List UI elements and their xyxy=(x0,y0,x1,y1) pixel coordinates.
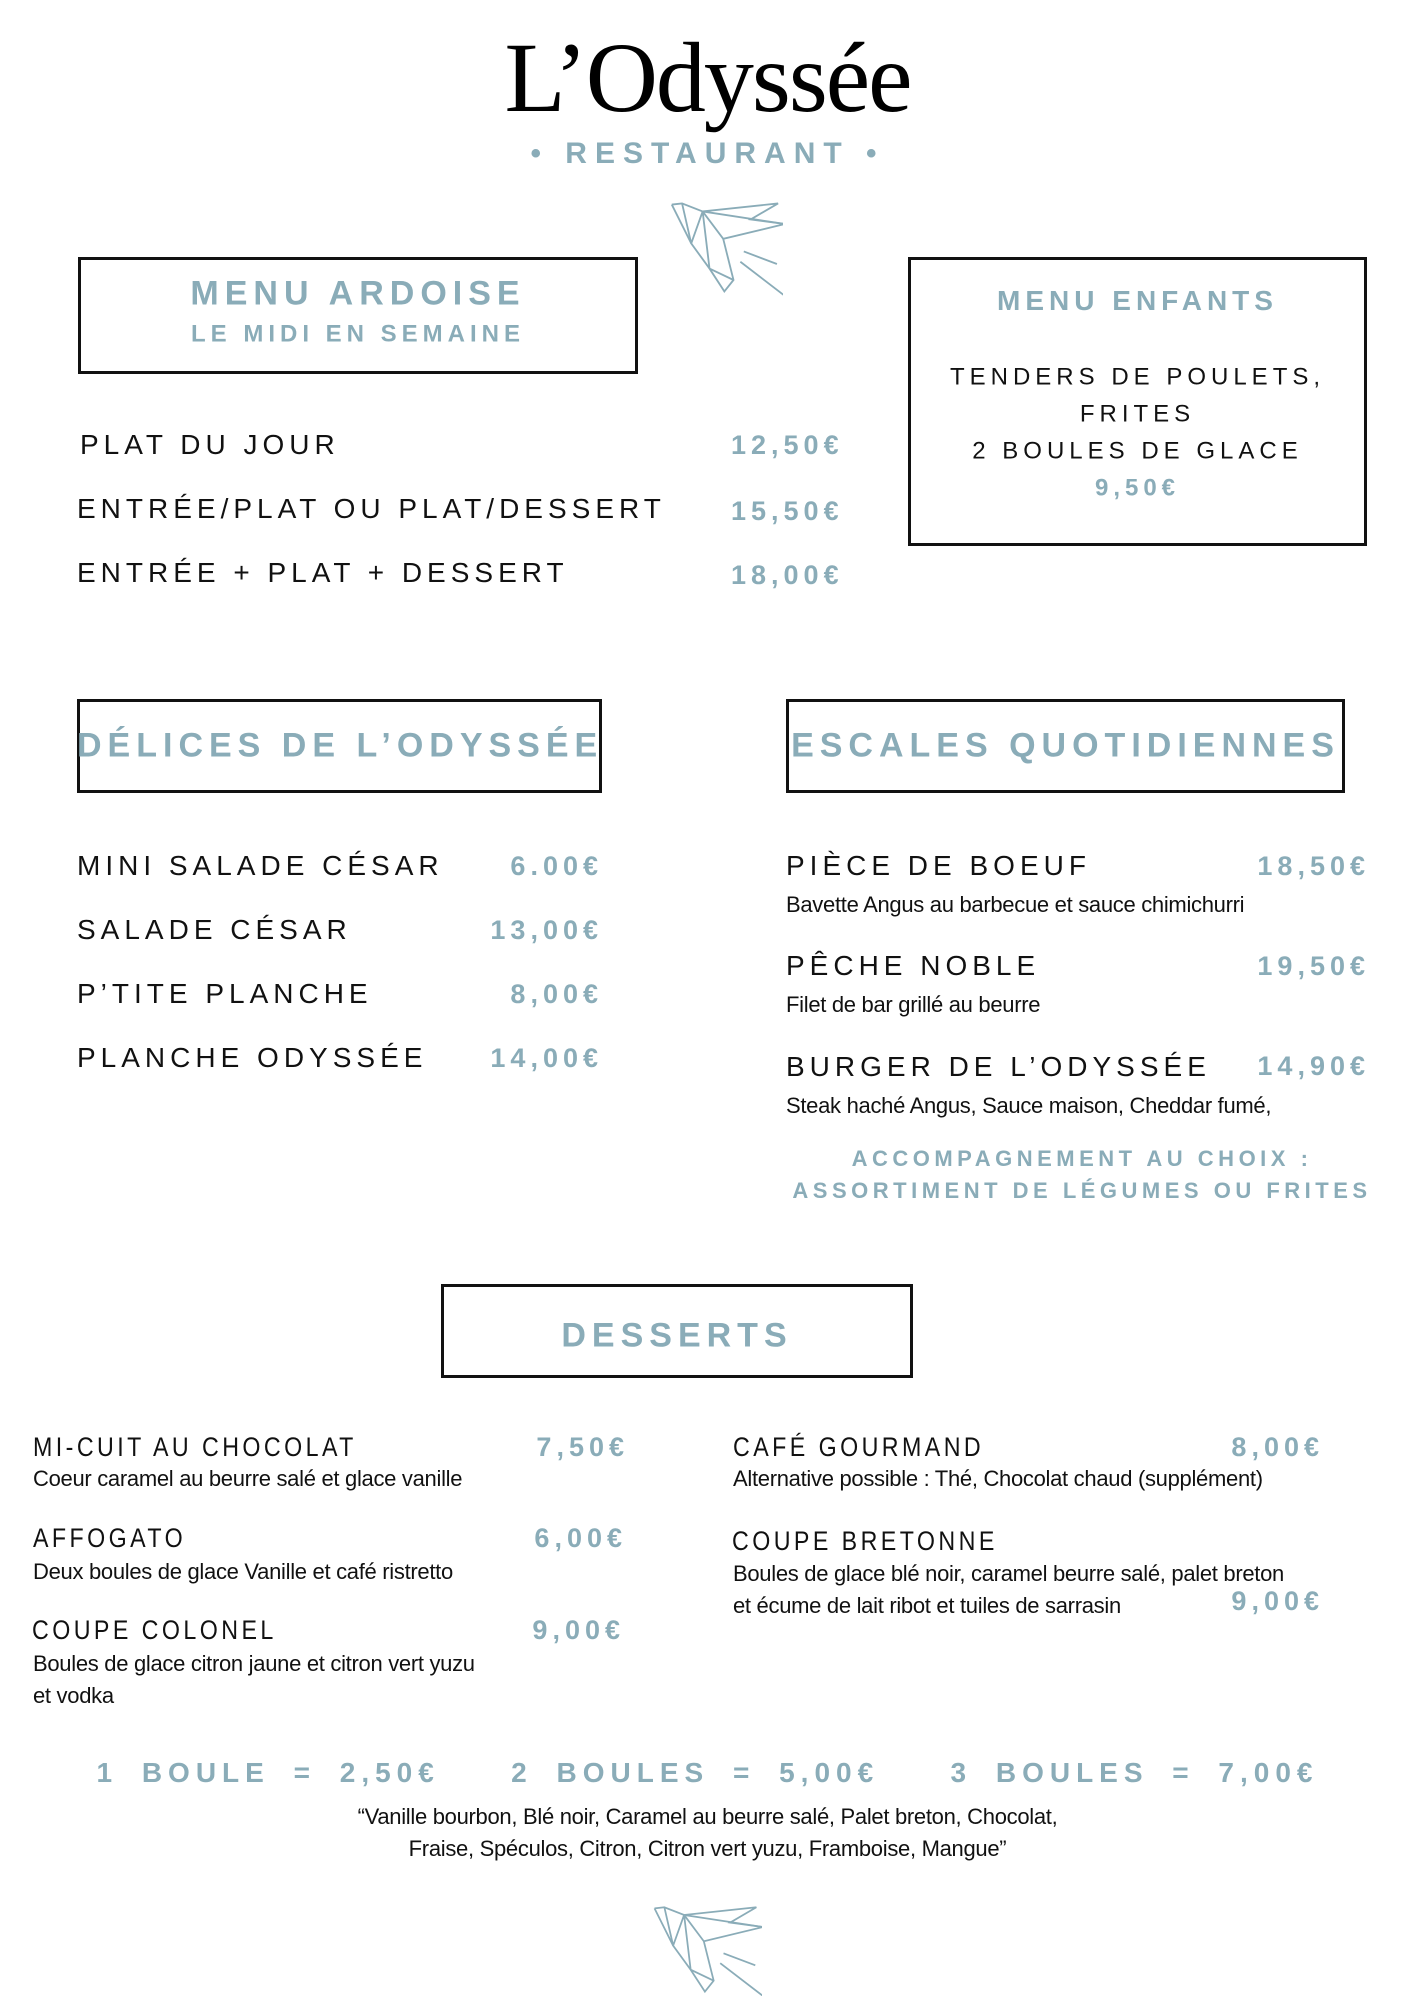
escales-item-name: PIÈCE DE BOEUF xyxy=(786,850,1091,882)
menu-item-price: 12,50€ xyxy=(731,429,844,460)
dessert-name: COUPE COLONEL xyxy=(32,1614,277,1645)
delices-title: DÉLICES DE L’ODYSSÉE xyxy=(77,726,604,765)
dessert-price: 6,00€ xyxy=(534,1522,627,1553)
dessert-desc: Boules de glace blé noir, caramel beurre salé, palet breton xyxy=(733,1560,1284,1586)
escales-item-name: PÊCHE NOBLE xyxy=(786,950,1041,982)
dessert-desc: Deux boules de glace Vanille et café ristretto xyxy=(33,1558,453,1584)
dessert-price: 8,00€ xyxy=(1231,1431,1324,1462)
escales-item-desc: Steak haché Angus, Sauce maison, Cheddar fumé, xyxy=(786,1092,1272,1118)
delices-item-price: 6.00€ xyxy=(510,850,603,881)
dessert-price: 9,00€ xyxy=(1231,1585,1324,1616)
restaurant-title: L’Odyssée xyxy=(504,22,911,133)
dessert-desc: Coeur caramel au beurre salé et glace vanille xyxy=(33,1465,463,1491)
escales-item-desc: Bavette Angus au barbecue et sauce chimichurri xyxy=(786,891,1245,917)
menu-enfants-title: MENU ENFANTS xyxy=(997,285,1278,317)
dessert-price: 7,50€ xyxy=(536,1431,629,1462)
dessert-desc: Boules de glace citron jaune et citron vert yuzu xyxy=(33,1650,475,1676)
delices-item-name: P’TITE PLANCHE xyxy=(77,978,373,1010)
menu-item-price: 15,50€ xyxy=(731,495,844,526)
menu-ardoise-subtitle: LE MIDI EN SEMAINE xyxy=(190,320,526,348)
dessert-name: CAFÉ GOURMAND xyxy=(733,1431,985,1462)
dessert-name: AFFOGATO xyxy=(33,1522,187,1553)
dessert-name: MI-CUIT AU CHOCOLAT xyxy=(33,1431,357,1462)
dessert-price: 9,00€ xyxy=(532,1614,625,1645)
escales-item-price: 19,50€ xyxy=(1257,950,1370,981)
menu-ardoise-title: MENU ARDOISE xyxy=(190,274,526,313)
dessert-desc: et écume de lait ribot et tuiles de sarrasin xyxy=(733,1592,1121,1618)
flavors-line: “Vanille bourbon, Blé noir, Caramel au beurre salé, Palet breton, Chocolat, xyxy=(357,1803,1058,1829)
menu-item-name: ENTRÉE + PLAT + DESSERT xyxy=(77,557,569,589)
dessert-name: COUPE BRETONNE xyxy=(732,1525,998,1556)
dessert-desc: et vodka xyxy=(33,1682,114,1708)
escales-item-name: BURGER DE L’ODYSSÉE xyxy=(786,1051,1211,1083)
menu-item-name: ENTRÉE/PLAT OU PLAT/DESSERT xyxy=(77,493,666,525)
flavors-line: Fraise, Spéculos, Citron, Citron vert yuzu, Framboise, Mangue” xyxy=(408,1835,1007,1861)
escales-item-desc: Filet de bar grillé au beurre xyxy=(786,991,1041,1017)
delices-item-name: PLANCHE ODYSSÉE xyxy=(77,1042,428,1074)
delices-item-name: SALADE CÉSAR xyxy=(77,914,352,946)
escales-item-price: 18,50€ xyxy=(1257,850,1370,881)
delices-item-name: MINI SALADE CÉSAR xyxy=(77,850,444,882)
origami-bird-icon xyxy=(650,1904,762,1996)
side-dish-line: ASSORTIMENT DE LÉGUMES OU FRITES xyxy=(792,1177,1372,1203)
origami-bird-icon xyxy=(668,200,783,296)
menu-enfants-price: 9,50€ xyxy=(1094,474,1181,502)
menu-item-name: PLAT DU JOUR xyxy=(80,429,340,461)
desserts-title: DESSERTS xyxy=(561,1316,793,1355)
menu-item-price: 18,00€ xyxy=(731,559,844,590)
menu-enfants-line: 2 BOULES DE GLACE xyxy=(972,437,1303,465)
dessert-desc: Alternative possible : Thé, Chocolat chaud (supplément) xyxy=(733,1465,1263,1491)
delices-item-price: 13,00€ xyxy=(490,914,603,945)
escales-item-price: 14,90€ xyxy=(1257,1050,1370,1081)
menu-enfants-line: FRITES xyxy=(1079,400,1196,428)
scoop-prices: 1 BOULE = 2,50€ 2 BOULES = 5,00€ 3 BOULES = 7,00€ xyxy=(96,1757,1319,1789)
delices-item-price: 8,00€ xyxy=(510,978,603,1009)
menu-enfants-line: TENDERS DE POULETS, xyxy=(949,363,1326,391)
restaurant-subtitle: • RESTAURANT • xyxy=(530,137,885,170)
escales-title: ESCALES QUOTIDIENNES xyxy=(791,726,1340,765)
side-dish-line: ACCOMPAGNEMENT AU CHOIX : xyxy=(851,1145,1313,1171)
delices-item-price: 14,00€ xyxy=(490,1042,603,1073)
